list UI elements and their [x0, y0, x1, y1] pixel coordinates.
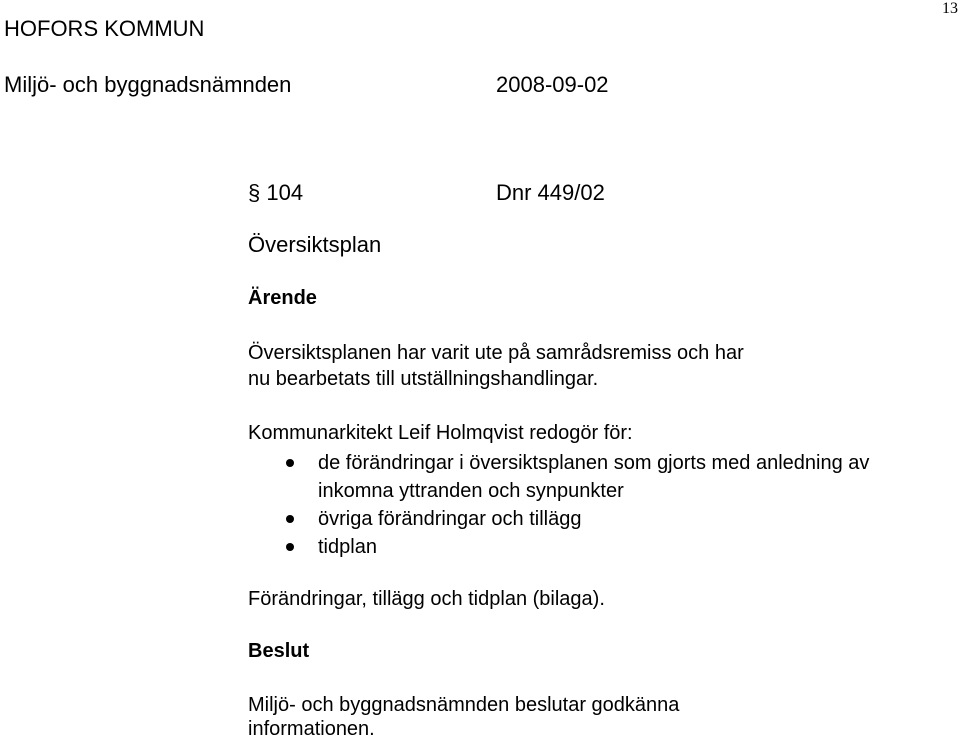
meeting-date: 2008-09-02: [496, 72, 609, 97]
item-number-line: [248, 180, 303, 206]
list-item-text: övriga förändringar och tillägg: [318, 508, 582, 530]
list-item-text: tidplan: [318, 536, 377, 558]
attachment-note: Förändringar, tillägg och tidplan (bilaga).: [248, 588, 605, 610]
bullet-icon: [286, 459, 294, 467]
presentation-intro: Kommunarkitekt Leif Holmqvist redogör för:: [248, 422, 633, 444]
organization-name: HOFORS KOMMUN: [4, 16, 205, 41]
beslut-text-line-2: informationen.: [248, 718, 375, 740]
item-title: Översiktsplan: [248, 232, 382, 257]
presentation-bullet-list: [248, 449, 878, 561]
item-number: 104: [266, 180, 304, 205]
list-item: [248, 449, 878, 505]
arende-heading: Ärende: [248, 287, 317, 309]
beslut-heading: Beslut: [248, 640, 310, 662]
bullet-icon: [286, 515, 294, 523]
arende-text-line-2: nu bearbetats till utställningshandlingar.: [248, 368, 599, 390]
list-item-text: de förändringar i översiktsplanen som gjorts med anledning av inkomna yttranden och synpunkter: [318, 452, 870, 502]
list-item: [248, 533, 878, 561]
bullet-icon: [286, 543, 294, 551]
page-number: 13: [942, 0, 958, 17]
dnr-reference: Dnr 449/02: [496, 180, 605, 205]
section-symbol: §: [248, 180, 261, 205]
beslut-text-line-1: Miljö- och byggnadsnämnden beslutar godkänna: [248, 694, 680, 716]
arende-text-line-1: Översiktsplanen har varit ute på samrådsremiss och har: [248, 342, 744, 364]
list-item: [248, 505, 878, 533]
committee-name: Miljö- och byggnadsnämnden: [4, 72, 292, 97]
